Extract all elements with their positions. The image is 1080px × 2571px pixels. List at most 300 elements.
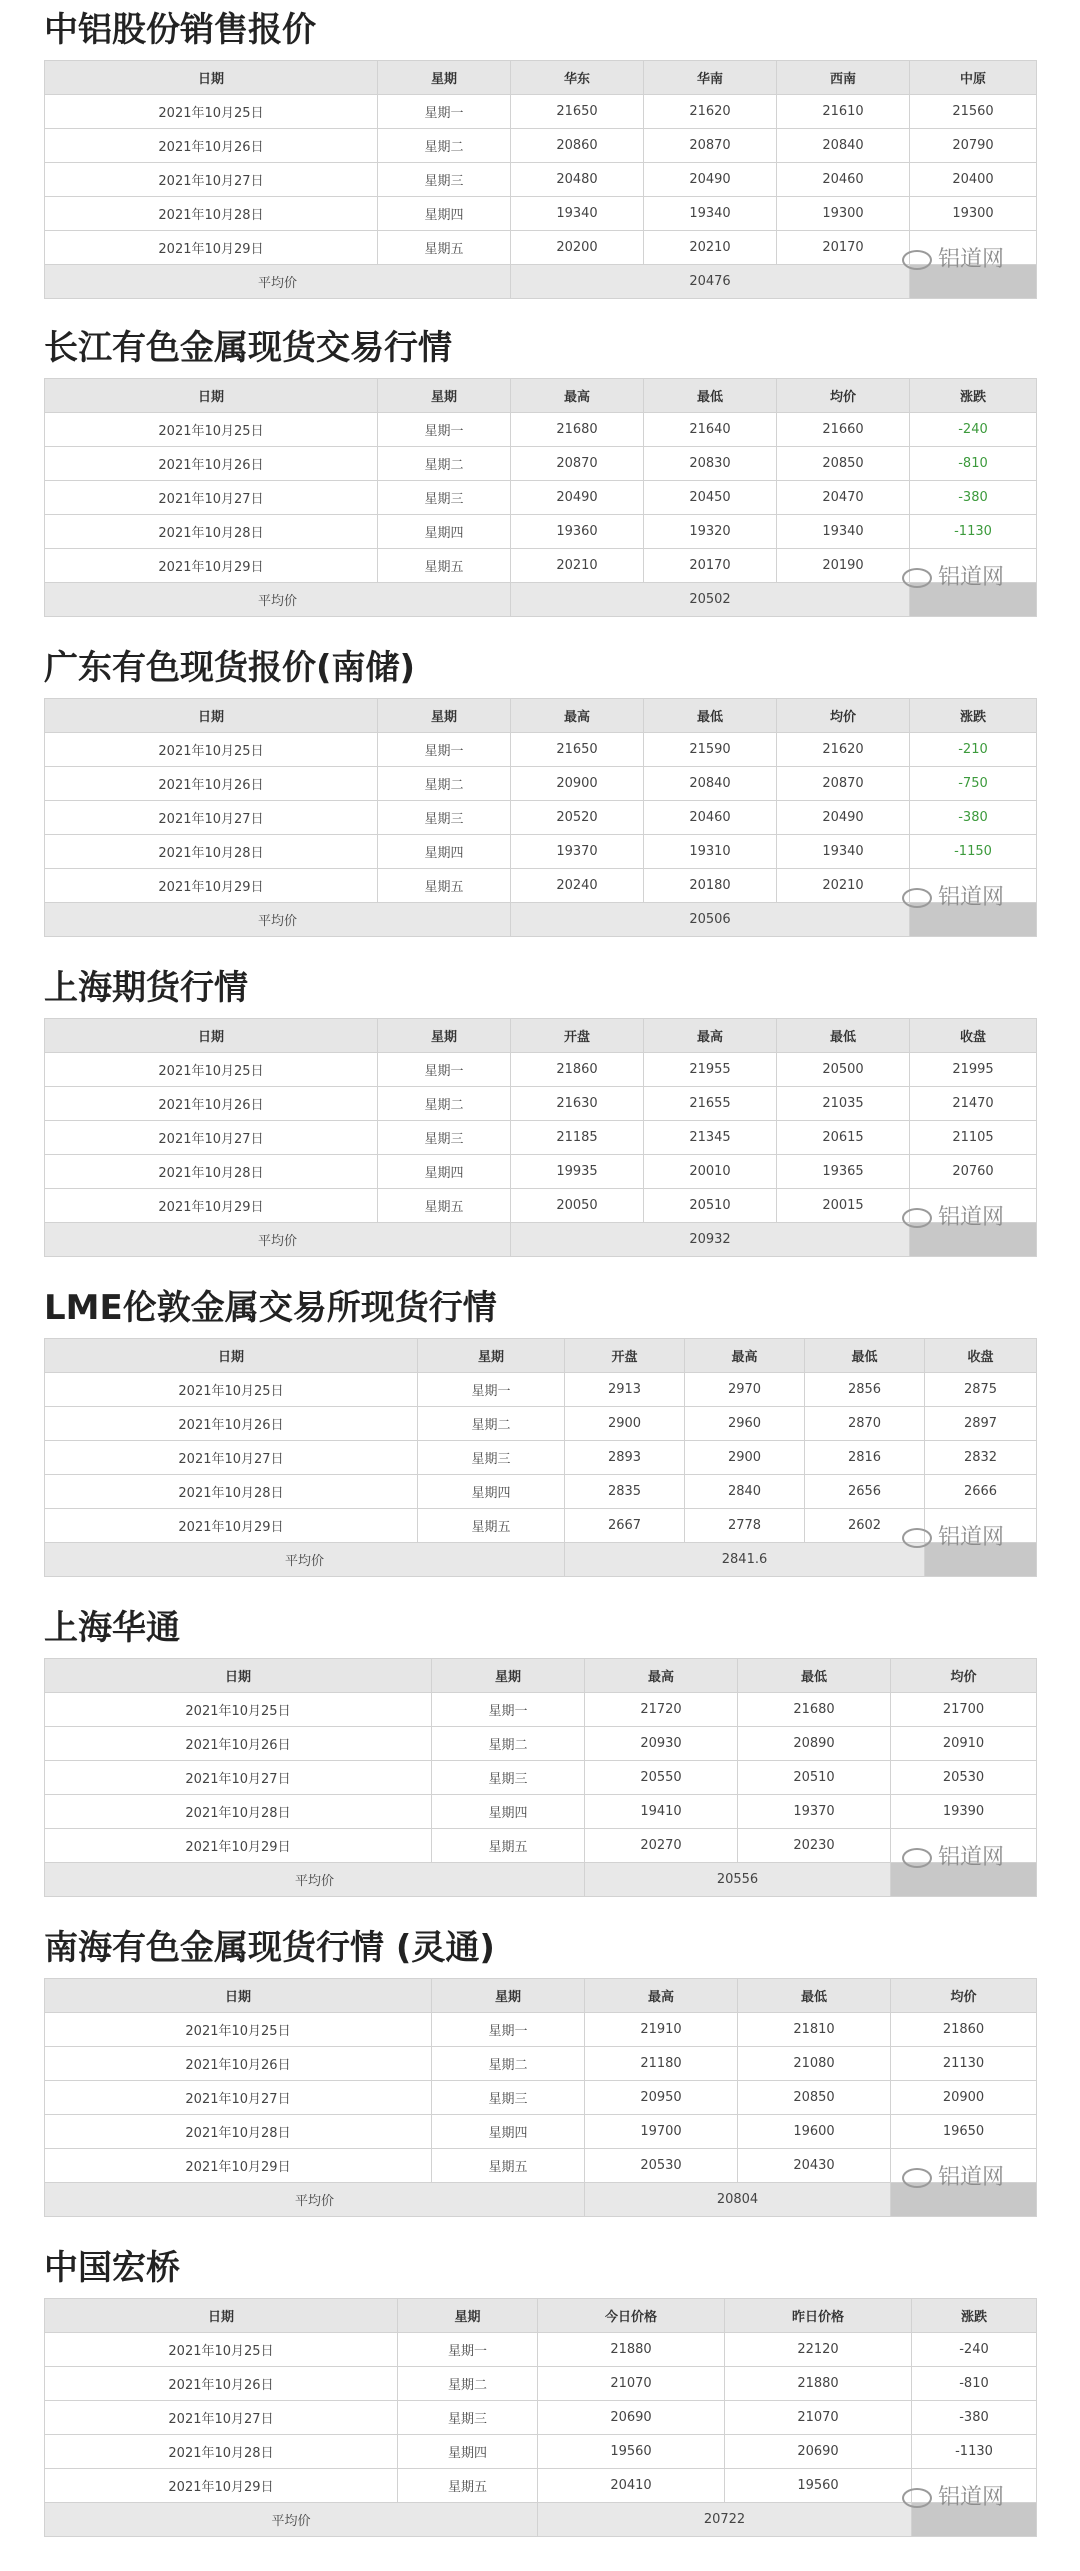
table-cell: 2021年10月27日 bbox=[45, 481, 378, 515]
table-cell: 19410 bbox=[585, 1795, 738, 1829]
average-row bbox=[45, 2183, 1037, 2217]
section-title: LME伦敦金属交易所现货行情 bbox=[44, 1288, 497, 1328]
table-cell: 20930 bbox=[585, 1727, 738, 1761]
table-cell: -750 bbox=[910, 767, 1037, 801]
table-row bbox=[45, 413, 1037, 447]
table-cell: 2021年10月27日 bbox=[45, 2081, 432, 2115]
table-cell: 19340 bbox=[777, 515, 910, 549]
table-cell: 21590 bbox=[644, 733, 777, 767]
average-value: 20804 bbox=[585, 2183, 891, 2217]
table-cell: 2667 bbox=[565, 1509, 685, 1543]
table-cell: -210 bbox=[910, 733, 1037, 767]
table-cell: 星期二 bbox=[378, 767, 511, 801]
average-row bbox=[45, 265, 1037, 299]
table-cell: 20240 bbox=[511, 869, 644, 903]
table-cell: 19340 bbox=[511, 197, 644, 231]
table-cell: 星期五 bbox=[418, 1509, 565, 1543]
table-cell: 2816 bbox=[805, 1441, 925, 1475]
column-header: 最低 bbox=[644, 379, 777, 413]
table-row bbox=[45, 1373, 1037, 1407]
wechat-bubble-icon bbox=[902, 1848, 932, 1868]
table-cell: 19300 bbox=[910, 197, 1037, 231]
table-cell: -1130 bbox=[912, 2435, 1037, 2469]
table-cell: 星期三 bbox=[378, 1121, 511, 1155]
wechat-bubble-icon bbox=[902, 2168, 932, 2188]
table-cell: 2835 bbox=[565, 1475, 685, 1509]
table-cell: 20840 bbox=[644, 767, 777, 801]
average-row bbox=[45, 903, 1037, 937]
table-cell: 2021年10月29日 bbox=[45, 2149, 432, 2183]
table-row bbox=[45, 1693, 1037, 1727]
column-header: 星期 bbox=[378, 699, 511, 733]
table-cell: 20430 bbox=[738, 2149, 891, 2183]
wechat-bubble-icon bbox=[902, 1208, 932, 1228]
watermark bbox=[902, 560, 1004, 591]
table-cell: 2021年10月25日 bbox=[45, 733, 378, 767]
table-cell: 2021年10月25日 bbox=[45, 2013, 432, 2047]
table-row bbox=[45, 869, 1037, 903]
table-cell: 20510 bbox=[644, 1189, 777, 1223]
table-row bbox=[45, 2333, 1037, 2367]
table-cell: 星期一 bbox=[432, 1693, 585, 1727]
table-row bbox=[45, 1475, 1037, 1509]
table-cell: 19600 bbox=[738, 2115, 891, 2149]
column-header: 涨跌 bbox=[910, 699, 1037, 733]
table-cell: 21180 bbox=[585, 2047, 738, 2081]
price-table bbox=[44, 60, 1037, 299]
table-row bbox=[45, 129, 1037, 163]
table-cell: 2021年10月27日 bbox=[45, 2401, 398, 2435]
table-cell: 2893 bbox=[565, 1441, 685, 1475]
average-value: 20556 bbox=[585, 1863, 891, 1897]
column-header: 日期 bbox=[45, 2299, 398, 2333]
table-row bbox=[45, 231, 1037, 265]
column-header: 涨跌 bbox=[912, 2299, 1037, 2333]
table-cell: 21560 bbox=[910, 95, 1037, 129]
table-cell: 星期二 bbox=[378, 447, 511, 481]
table-cell: 2778 bbox=[685, 1509, 805, 1543]
table-cell: 2021年10月26日 bbox=[45, 447, 378, 481]
table-row bbox=[45, 1121, 1037, 1155]
table-cell: -240 bbox=[912, 2333, 1037, 2367]
price-table bbox=[44, 1658, 1037, 1897]
table-row bbox=[45, 515, 1037, 549]
table-cell: 星期四 bbox=[432, 1795, 585, 1829]
table-row bbox=[45, 767, 1037, 801]
column-header: 均价 bbox=[777, 699, 910, 733]
table-cell: 2021年10月28日 bbox=[45, 515, 378, 549]
table-row bbox=[45, 1087, 1037, 1121]
table-cell: 20690 bbox=[538, 2401, 725, 2435]
table-cell: 星期五 bbox=[378, 231, 511, 265]
average-label: 平均价 bbox=[45, 1543, 565, 1577]
column-header: 涨跌 bbox=[910, 379, 1037, 413]
price-table bbox=[44, 1338, 1037, 1577]
table-row bbox=[45, 447, 1037, 481]
column-header: 日期 bbox=[45, 61, 378, 95]
table-cell: 星期一 bbox=[432, 2013, 585, 2047]
table-cell: 20830 bbox=[644, 447, 777, 481]
column-header: 星期 bbox=[432, 1659, 585, 1693]
wechat-bubble-icon bbox=[902, 250, 932, 270]
table-cell: 20490 bbox=[511, 481, 644, 515]
column-header: 昨日价格 bbox=[725, 2299, 912, 2333]
watermark-text: 铝道网 bbox=[937, 1205, 1004, 1230]
column-header: 星期 bbox=[378, 379, 511, 413]
table-row bbox=[45, 1727, 1037, 1761]
column-header: 均价 bbox=[891, 1659, 1037, 1693]
table-cell: 星期一 bbox=[378, 413, 511, 447]
column-header: 均价 bbox=[777, 379, 910, 413]
price-table bbox=[44, 1978, 1037, 2217]
table-cell: 2021年10月29日 bbox=[45, 1509, 418, 1543]
table-cell: 20050 bbox=[511, 1189, 644, 1223]
price-section bbox=[44, 1918, 1036, 2217]
table-cell: 星期三 bbox=[398, 2401, 538, 2435]
table-cell: 2870 bbox=[805, 1407, 925, 1441]
column-header: 最高 bbox=[685, 1339, 805, 1373]
price-table bbox=[44, 698, 1037, 937]
table-row bbox=[45, 1053, 1037, 1087]
table-cell: 19370 bbox=[738, 1795, 891, 1829]
table-header-row bbox=[45, 699, 1037, 733]
watermark bbox=[902, 2160, 1004, 2191]
price-section bbox=[44, 1278, 1036, 1577]
table-row bbox=[45, 95, 1037, 129]
table-header-row bbox=[45, 379, 1037, 413]
average-row bbox=[45, 1543, 1037, 1577]
table-cell: 21640 bbox=[644, 413, 777, 447]
column-header: 收盘 bbox=[910, 1019, 1037, 1053]
table-row bbox=[45, 2469, 1037, 2503]
table-cell: 2021年10月27日 bbox=[45, 801, 378, 835]
column-header: 最低 bbox=[644, 699, 777, 733]
column-header: 最高 bbox=[644, 1019, 777, 1053]
column-header: 最高 bbox=[511, 379, 644, 413]
average-label: 平均价 bbox=[45, 903, 511, 937]
table-cell: 20910 bbox=[891, 1727, 1037, 1761]
table-cell: 20510 bbox=[738, 1761, 891, 1795]
table-cell: 20840 bbox=[777, 129, 910, 163]
table-cell: 星期三 bbox=[432, 1761, 585, 1795]
table-cell: 21680 bbox=[738, 1693, 891, 1727]
price-table bbox=[44, 378, 1037, 617]
table-cell: 21860 bbox=[891, 2013, 1037, 2047]
table-cell: 19300 bbox=[777, 197, 910, 231]
column-header: 最低 bbox=[805, 1339, 925, 1373]
table-cell: 2021年10月29日 bbox=[45, 2469, 398, 2503]
table-cell: 20870 bbox=[777, 767, 910, 801]
watermark bbox=[902, 880, 1004, 911]
table-cell: 20890 bbox=[738, 1727, 891, 1761]
watermark bbox=[902, 2480, 1004, 2511]
table-cell: 19340 bbox=[777, 835, 910, 869]
table-header-row bbox=[45, 1659, 1037, 1693]
average-value: 2841.6 bbox=[565, 1543, 925, 1577]
table-cell: 21070 bbox=[725, 2401, 912, 2435]
table-cell: 20900 bbox=[891, 2081, 1037, 2115]
column-header: 日期 bbox=[45, 1979, 432, 2013]
table-row bbox=[45, 2115, 1037, 2149]
table-cell: 星期三 bbox=[432, 2081, 585, 2115]
watermark-text: 铝道网 bbox=[937, 1525, 1004, 1550]
average-label: 平均价 bbox=[45, 2183, 585, 2217]
table-cell: 2832 bbox=[925, 1441, 1037, 1475]
table-cell: 22120 bbox=[725, 2333, 912, 2367]
price-section bbox=[44, 638, 1036, 937]
table-cell: 21910 bbox=[585, 2013, 738, 2047]
price-section bbox=[44, 0, 1036, 299]
section-title: 长江有色金属现货交易行情 bbox=[44, 328, 452, 368]
table-cell: 2021年10月26日 bbox=[45, 2047, 432, 2081]
column-header: 最高 bbox=[585, 1659, 738, 1693]
table-cell: 20850 bbox=[738, 2081, 891, 2115]
table-cell: 星期一 bbox=[378, 95, 511, 129]
average-label: 平均价 bbox=[45, 583, 511, 617]
table-cell: 20550 bbox=[585, 1761, 738, 1795]
table-cell: 21080 bbox=[738, 2047, 891, 2081]
table-cell: 21655 bbox=[644, 1087, 777, 1121]
table-cell: 20200 bbox=[511, 231, 644, 265]
table-cell: 20190 bbox=[777, 549, 910, 583]
average-value: 20722 bbox=[538, 2503, 912, 2537]
table-cell: 2021年10月28日 bbox=[45, 2115, 432, 2149]
table-cell: 19370 bbox=[511, 835, 644, 869]
table-cell: 星期三 bbox=[378, 481, 511, 515]
wechat-bubble-icon bbox=[902, 568, 932, 588]
table-header-row bbox=[45, 1019, 1037, 1053]
table-row bbox=[45, 2081, 1037, 2115]
section-title: 中铝股份销售报价 bbox=[44, 10, 316, 50]
column-header: 开盘 bbox=[511, 1019, 644, 1053]
watermark-text: 铝道网 bbox=[937, 565, 1004, 590]
table-cell: 20400 bbox=[910, 163, 1037, 197]
table-cell: 星期四 bbox=[432, 2115, 585, 2149]
average-label: 平均价 bbox=[45, 265, 511, 299]
table-cell: 星期一 bbox=[398, 2333, 538, 2367]
column-header: 日期 bbox=[45, 1019, 378, 1053]
table-cell: 20490 bbox=[644, 163, 777, 197]
section-title: 上海华通 bbox=[44, 1608, 180, 1648]
table-cell: 2900 bbox=[685, 1441, 805, 1475]
table-cell: 21955 bbox=[644, 1053, 777, 1087]
section-title: 南海有色金属现货行情 (灵通) bbox=[44, 1928, 495, 1968]
table-cell: 2021年10月26日 bbox=[45, 767, 378, 801]
price-section bbox=[44, 1598, 1036, 1897]
table-cell: 21035 bbox=[777, 1087, 910, 1121]
table-cell: 19390 bbox=[891, 1795, 1037, 1829]
table-cell: 20270 bbox=[585, 1829, 738, 1863]
table-cell: -1150 bbox=[910, 835, 1037, 869]
table-cell: 星期五 bbox=[378, 869, 511, 903]
table-cell: 星期四 bbox=[378, 835, 511, 869]
table-cell: 20490 bbox=[777, 801, 910, 835]
table-cell: 星期五 bbox=[378, 1189, 511, 1223]
table-cell: 21650 bbox=[511, 95, 644, 129]
table-row bbox=[45, 801, 1037, 835]
column-header: 星期 bbox=[398, 2299, 538, 2333]
table-cell: 2021年10月29日 bbox=[45, 549, 378, 583]
table-cell: 星期一 bbox=[378, 1053, 511, 1087]
table-cell: 星期四 bbox=[398, 2435, 538, 2469]
table-row bbox=[45, 2367, 1037, 2401]
table-cell: 2021年10月26日 bbox=[45, 129, 378, 163]
table-cell: 2021年10月27日 bbox=[45, 163, 378, 197]
table-cell: 20170 bbox=[777, 231, 910, 265]
table-row bbox=[45, 1509, 1037, 1543]
table-cell: 2021年10月26日 bbox=[45, 2367, 398, 2401]
table-cell: -1130 bbox=[910, 515, 1037, 549]
column-header: 最低 bbox=[777, 1019, 910, 1053]
table-row bbox=[45, 1407, 1037, 1441]
table-cell: 2900 bbox=[565, 1407, 685, 1441]
column-header: 日期 bbox=[45, 379, 378, 413]
table-cell: 19365 bbox=[777, 1155, 910, 1189]
table-cell: 星期四 bbox=[378, 1155, 511, 1189]
table-cell: 星期五 bbox=[378, 549, 511, 583]
table-cell: 20230 bbox=[738, 1829, 891, 1863]
table-header-row bbox=[45, 61, 1037, 95]
table-cell: 20015 bbox=[777, 1189, 910, 1223]
average-value: 20506 bbox=[511, 903, 910, 937]
price-table bbox=[44, 1018, 1037, 1257]
table-cell: 21810 bbox=[738, 2013, 891, 2047]
table-cell: 19700 bbox=[585, 2115, 738, 2149]
table-cell: 20450 bbox=[644, 481, 777, 515]
table-cell: 20180 bbox=[644, 869, 777, 903]
table-cell: 2897 bbox=[925, 1407, 1037, 1441]
table-row bbox=[45, 1189, 1037, 1223]
table-cell: 19310 bbox=[644, 835, 777, 869]
table-row bbox=[45, 2401, 1037, 2435]
table-cell: 20460 bbox=[777, 163, 910, 197]
watermark-text: 铝道网 bbox=[937, 1845, 1004, 1870]
table-row bbox=[45, 2013, 1037, 2047]
column-header: 日期 bbox=[45, 699, 378, 733]
table-cell: 2021年10月27日 bbox=[45, 1761, 432, 1795]
table-cell: 20480 bbox=[511, 163, 644, 197]
table-row bbox=[45, 1155, 1037, 1189]
table-cell: 2021年10月29日 bbox=[45, 869, 378, 903]
wechat-bubble-icon bbox=[902, 1528, 932, 1548]
table-cell: 星期二 bbox=[432, 2047, 585, 2081]
column-header: 华东 bbox=[511, 61, 644, 95]
wechat-bubble-icon bbox=[902, 2488, 932, 2508]
column-header: 最高 bbox=[511, 699, 644, 733]
table-cell: 星期二 bbox=[378, 1087, 511, 1121]
table-cell: 2021年10月29日 bbox=[45, 231, 378, 265]
table-cell: 2021年10月28日 bbox=[45, 1155, 378, 1189]
table-cell: 19360 bbox=[511, 515, 644, 549]
table-cell: 19650 bbox=[891, 2115, 1037, 2149]
table-cell: 20530 bbox=[891, 1761, 1037, 1795]
table-cell: 2602 bbox=[805, 1509, 925, 1543]
table-row bbox=[45, 481, 1037, 515]
table-cell: 21680 bbox=[511, 413, 644, 447]
watermark bbox=[902, 242, 1004, 273]
table-row bbox=[45, 2047, 1037, 2081]
average-row bbox=[45, 2503, 1037, 2537]
table-cell: 2021年10月26日 bbox=[45, 1407, 418, 1441]
table-cell: 21630 bbox=[511, 1087, 644, 1121]
table-cell: 21610 bbox=[777, 95, 910, 129]
table-cell: 2970 bbox=[685, 1373, 805, 1407]
table-row bbox=[45, 835, 1037, 869]
table-cell: -810 bbox=[910, 447, 1037, 481]
table-cell: 20760 bbox=[910, 1155, 1037, 1189]
section-title: 中国宏桥 bbox=[44, 2248, 180, 2288]
table-cell: 19340 bbox=[644, 197, 777, 231]
table-cell: 星期五 bbox=[432, 1829, 585, 1863]
column-header: 最低 bbox=[738, 1979, 891, 2013]
table-cell: 2960 bbox=[685, 1407, 805, 1441]
average-row bbox=[45, 1863, 1037, 1897]
watermark bbox=[902, 1840, 1004, 1871]
table-cell: 21880 bbox=[538, 2333, 725, 2367]
table-row bbox=[45, 1761, 1037, 1795]
table-cell: 21880 bbox=[725, 2367, 912, 2401]
table-cell: 20410 bbox=[538, 2469, 725, 2503]
table-cell: 星期三 bbox=[418, 1441, 565, 1475]
table-cell: 21620 bbox=[777, 733, 910, 767]
price-table bbox=[44, 2298, 1037, 2537]
table-cell: 19320 bbox=[644, 515, 777, 549]
column-header: 华南 bbox=[644, 61, 777, 95]
table-cell: 21470 bbox=[910, 1087, 1037, 1121]
table-cell: 21860 bbox=[511, 1053, 644, 1087]
table-cell: 2840 bbox=[685, 1475, 805, 1509]
table-cell: 20010 bbox=[644, 1155, 777, 1189]
column-header: 中原 bbox=[910, 61, 1037, 95]
table-cell: 2021年10月28日 bbox=[45, 835, 378, 869]
table-cell: 2021年10月25日 bbox=[45, 1053, 378, 1087]
table-cell: 星期四 bbox=[378, 197, 511, 231]
table-cell: 21720 bbox=[585, 1693, 738, 1727]
table-cell: 20530 bbox=[585, 2149, 738, 2183]
table-row bbox=[45, 1441, 1037, 1475]
table-cell: 20520 bbox=[511, 801, 644, 835]
table-cell: 星期三 bbox=[378, 801, 511, 835]
table-cell: 20850 bbox=[777, 447, 910, 481]
table-cell: 2913 bbox=[565, 1373, 685, 1407]
table-cell: 20210 bbox=[644, 231, 777, 265]
column-header: 星期 bbox=[432, 1979, 585, 2013]
table-cell: 2021年10月25日 bbox=[45, 413, 378, 447]
average-value: 20502 bbox=[511, 583, 910, 617]
table-cell: 2856 bbox=[805, 1373, 925, 1407]
watermark-text: 铝道网 bbox=[937, 247, 1004, 272]
table-cell: 20860 bbox=[511, 129, 644, 163]
section-title: 上海期货行情 bbox=[44, 968, 248, 1008]
table-cell: 21185 bbox=[511, 1121, 644, 1155]
wechat-bubble-icon bbox=[902, 888, 932, 908]
column-header: 西南 bbox=[777, 61, 910, 95]
table-cell: 19560 bbox=[538, 2435, 725, 2469]
table-cell: 2021年10月27日 bbox=[45, 1441, 418, 1475]
table-cell: 21345 bbox=[644, 1121, 777, 1155]
table-cell: 2021年10月29日 bbox=[45, 1829, 432, 1863]
table-cell: 20790 bbox=[910, 129, 1037, 163]
table-cell: 21130 bbox=[891, 2047, 1037, 2081]
table-cell: -380 bbox=[912, 2401, 1037, 2435]
table-cell: 星期二 bbox=[398, 2367, 538, 2401]
table-cell: 20210 bbox=[511, 549, 644, 583]
column-header: 今日价格 bbox=[538, 2299, 725, 2333]
table-cell: 2021年10月27日 bbox=[45, 1121, 378, 1155]
table-cell: 20870 bbox=[511, 447, 644, 481]
table-cell: 星期一 bbox=[418, 1373, 565, 1407]
table-cell: 21105 bbox=[910, 1121, 1037, 1155]
